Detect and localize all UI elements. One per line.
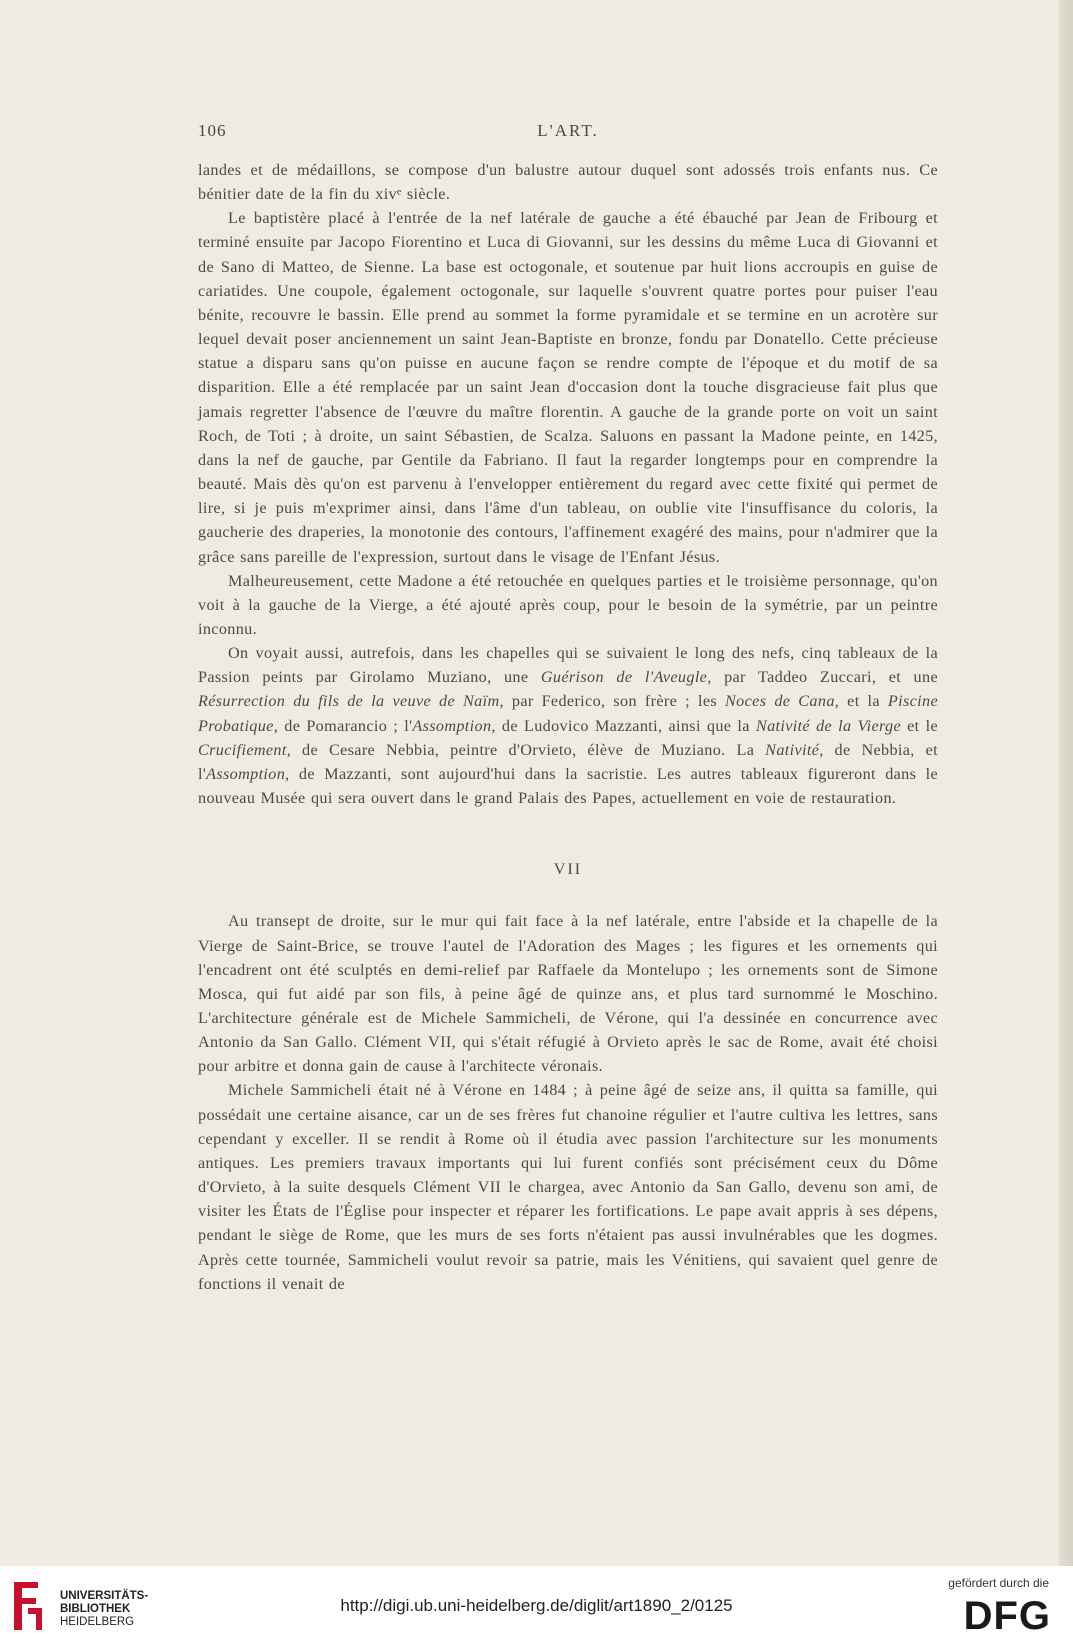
page-number: 106 [198,121,227,140]
text-run: On voyait aussi, autrefois, dans les chapelles qui se suivaient le long des nefs, cinq tableaux de la Passion peints par Girolamo Muziano, une [198,644,938,687]
text-run: de Mazzanti, sont aujourd'hui dans la sacristie. Les autres tableaux figureront dans le nouveau Musée qui sera ouvert dans le grand Palais des Papes, actuellement en voie de restauration. [198,764,938,808]
paragraph: Malheureusement, cette Madone a été retouchée en quelques parties et le troisième personnage, qu'on voit à la gauche de la Vierge, a été ajouté après coup, pour le besoin de la symétrie, par un peintre inconnu. [198,571,938,638]
paragraph: landes et de médaillons, se compose d'un balustre autour duquel sont adossés trois enfants nus. Ce bénitier date de la fin du xivᵉ siècle. [198,161,938,204]
text-run: de Nebbia, et l' [198,740,939,783]
text-run: par Taddeo Zuccari, et une [711,668,938,687]
work-title: Nativité de la Vierge [755,716,902,735]
work-title: Piscine Probatique, [198,692,938,735]
work-title: Crucifiement, [198,740,292,759]
library-name-line: HEIDELBERG [60,1616,135,1628]
paragraph: Le baptistère placé à l'entrée de la nef latérale de gauche a été ébauché par Jean de Fribourg et terminé ensuite par Jacopo Fiorentino et Luca di Giovanni, sur les dessins du même Luca di Giovanni et de Sano di Matteo, de Sienne. La base est octogonale, et soutenue par huit lions accroupis en guise de cariatides. Une coupole, également octogonale, sur laquelle s'ouvrent quatre portes pour puiser l'eau bénite, recouvre le bassin. Elle prend au sommet la forme pyramidale et se termine en un acrotère sur lequel devait poser anciennement un saint Jean-Baptiste en bronze, fondu par Donatello. Cette précieuse statue a disparu sans qu'on puisse en aucune façon se rendre compte de l'époque et du motif de sa disparition. Elle a été remplacée par un saint Jean d'occasion dont la touche disgracieuse fait plus que jamais regretter l'absence de l'œuvre du maître florentin. A gauche de la grande porte on voit un saint Roch, de Toti ; à droite, un saint Sébastien, de Scalza. Saluons en passant la Madone peinte, en 1425, dans la nef de gauche, par Gentile da Fabriano. Il faut la regarder longtemps pour en comprendre la beauté. Mais dès qu'on est parvenu à l'envelopper entièrement du regard avec cette fixité qui permet de lire, si je puis m'exprimer ainsi, dans l'âme d'un tableau, on oublie vite l'insuffisance du coloris, la gaucherie des draperies, la monotonie des contours, l'affinement exagéré des mains, pour n'admirer que la grâce sans pareille de l'expression, surtout dans le visage de l'Enfant Jésus. [198,209,938,566]
paragraph-works-list [198,641,938,810]
paragraph: Au transept de droite, sur le mur qui fait face à la nef latérale, entre l'abside et la chapelle de la Vierge de Saint-Brice, se trouve l'autel de l'Adoration des Mages ; les figures et les ornements qui l'encadrent ont été sculptés en demi-relief par Raffaele da Montelupo ; les ornements sont de Simone Mosca, qui fut aidé par son fils, à peine âgé de quinze ans, et plus tard surnommé le Moschino. L'architecture générale est de Michele Sammicheli, de Vérone, qui l'a dessinée en concurrence avec Antonio da San Gallo. Clément VII, qui s'était réfugié à Orvieto après le sac de Rome, avait été choisi pour arbitre et donna gain de cause à l'architecte véronais. [198,912,938,1076]
work-title: Guérison de l'Aveugle, [540,668,712,687]
text-run: et le [901,716,938,735]
dfg-logo[interactable]: DFG [963,1594,1051,1638]
work-title: Assomption, [206,764,290,783]
text-run: et la [839,692,888,711]
text-run: de Cesare Nebbia, peintre d'Orvieto, élève de Muziano. La [291,740,766,759]
library-name-line: BIBLIOTHEK [60,1603,131,1615]
text-run: par Federico, son frère ; les [503,692,726,711]
section-number: VII [553,861,583,879]
footer-bar [0,1566,1073,1645]
body-text [198,158,938,1296]
work-title: Nativité, [765,740,824,759]
work-title: Noces de Cana, [725,692,840,711]
text-run: de Ludovico Mazzanti, ainsi que la [495,716,756,735]
sponsor-label: gefördert durch die [948,1576,1049,1590]
library-name-line: UNIVERSITÄTS- [60,1590,149,1602]
paragraph: Michele Sammicheli était né à Vérone en 1484 ; à peine âgé de seize ans, il quitta sa famille, qui possédait une certaine aisance, car un de ses frères fut chanoine régulier et l'autre cultiva les lettres, sans cependant y exceller. Il se rendit à Rome où il étudia avec passion l'architecture sur les monuments antiques. Les premiers travaux importants qui lui furent confiés sont précisément ceux du Dôme d'Orvieto, à la suite desquels Clément VII le chargea, avec Antonio da San Gallo, devenu son ami, de visiter les États de l'Église pour inspecter et réparer les fortifications. Le pape avait appris à ses dépens, pendant le siège de Rome, que les murs de ses forts n'étaient pas aussi invulnérables que les dogmes. Après cette tournée, Sammicheli voulut revoir sa patrie, mais les Vénitiens, qui savaient quel genre de fonctions il venait de [198,1081,938,1293]
work-title: Résurrection du fils de la veuve de Naïm, [198,692,504,711]
journal-title: L'ART. [537,121,599,140]
permalink-url[interactable]: http://digi.ub.uni-heidelberg.de/diglit/art1890_2/0125 [340,1596,733,1615]
running-head [198,121,938,143]
text-run: de Pomarancio ; l' [278,716,413,735]
page-edge [1059,0,1073,1566]
work-title: Assomption, [412,716,496,735]
